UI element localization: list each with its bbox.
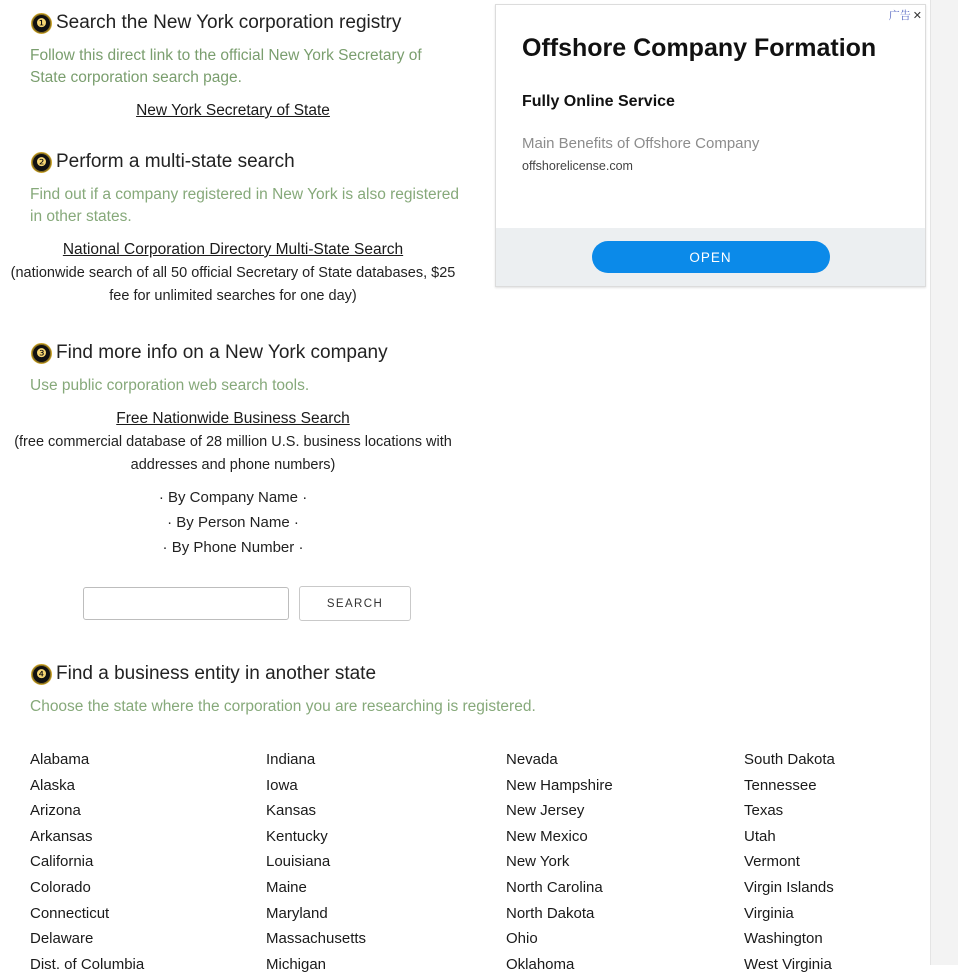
ad-label-text: 广告 [888, 10, 911, 22]
step-3-description: Use public corporation web search tools. [30, 377, 310, 394]
state-item[interactable]: Colorado [30, 878, 91, 896]
step-4 [0, 659, 536, 718]
state-item[interactable]: North Carolina [506, 878, 603, 896]
state-item[interactable]: Maryland [266, 904, 328, 922]
state-item[interactable]: Maine [266, 878, 307, 896]
state-item[interactable]: Nevada [506, 751, 558, 768]
advertisement-panel[interactable] [495, 4, 926, 287]
step-1-header [0, 8, 494, 38]
state-item[interactable]: Connecticut [30, 904, 110, 922]
state-item[interactable]: Alaska [30, 776, 76, 794]
step-3-badge: ❸ [31, 343, 52, 364]
state-item[interactable]: Virginia [744, 904, 794, 922]
ad-open-button[interactable]: OPEN [592, 241, 830, 273]
step-1-title: Search the New York corporation registry [56, 12, 402, 33]
state-list [30, 747, 930, 977]
state-item[interactable]: Alabama [30, 751, 90, 768]
step-3-note: (free commercial database of 28 million U.S. business locations with addresses and phone numbers) [14, 434, 452, 473]
search-option-phone-number[interactable]: · By Phone Number · [162, 539, 304, 556]
step-4-header [0, 659, 494, 689]
state-item[interactable]: Massachusetts [266, 930, 367, 948]
state-item[interactable]: Delaware [30, 930, 94, 948]
search-option-company-name[interactable]: · By Company Name · [158, 489, 308, 506]
state-item[interactable]: Washington [744, 930, 823, 948]
step-1 [0, 8, 494, 120]
state-item[interactable]: Texas [744, 802, 784, 820]
state-item[interactable]: New Jersey [506, 802, 585, 820]
state-item[interactable]: Ohio [506, 930, 538, 948]
step-2-link-row [0, 241, 466, 259]
ad-body [496, 5, 925, 173]
new-york-secretary-of-state-link[interactable]: New York Secretary of State [136, 102, 330, 119]
state-item[interactable]: New Mexico [506, 827, 588, 845]
ad-subtitle: Fully Online Service [522, 93, 675, 110]
state-item[interactable]: Tennessee [744, 776, 817, 794]
step-1-link-row [0, 102, 466, 120]
state-item[interactable]: Kentucky [266, 827, 328, 845]
ad-label-row [889, 7, 922, 23]
state-item[interactable]: Oklahoma [506, 955, 575, 973]
ad-footer [496, 228, 925, 286]
state-item[interactable]: South Dakota [744, 751, 835, 768]
state-item[interactable]: Louisiana [266, 853, 331, 871]
state-item[interactable]: Dist. of Columbia [30, 955, 145, 973]
step-4-description: Choose the state where the corporation you are researching is registered. [30, 698, 536, 715]
state-item[interactable]: Virgin Islands [744, 878, 834, 896]
state-item[interactable]: Utah [744, 827, 776, 845]
step-3 [0, 338, 494, 621]
ad-domain: offshorelicense.com [522, 159, 633, 173]
state-item[interactable]: Indiana [266, 751, 316, 768]
step-2-header [0, 147, 494, 177]
close-icon[interactable]: ✕ [912, 9, 922, 22]
main-content [0, 0, 536, 724]
ad-title: Offshore Company Formation [522, 34, 877, 62]
ad-benefit-text: Main Benefits of Offshore Company [522, 135, 760, 152]
step-2 [0, 147, 494, 308]
state-item[interactable]: New York [506, 853, 570, 871]
step-2-description: Find out if a company registered in New York is also registered in other states. [30, 186, 460, 225]
multi-state-search-link[interactable]: National Corporation Directory Multi-State Search [62, 241, 404, 258]
step-1-description: Follow this direct link to the official New York Secretary of State corporation search page. [30, 47, 422, 86]
state-item[interactable]: New Hampshire [506, 776, 613, 794]
step-2-badge: ❷ [31, 152, 52, 173]
state-item[interactable]: West Virginia [744, 955, 832, 973]
step-2-title: Perform a multi-state search [56, 151, 295, 172]
step-3-link-row [0, 410, 466, 428]
step-3-header [0, 338, 494, 368]
state-item[interactable]: North Dakota [506, 904, 595, 922]
step-4-title: Find a business entity in another state [56, 663, 377, 684]
search-form [83, 586, 494, 621]
step-3-title: Find more info on a New York company [56, 342, 388, 363]
state-item[interactable]: California [30, 853, 94, 871]
state-item[interactable]: Michigan [266, 955, 327, 973]
step-2-note: (nationwide search of all 50 official Secretary of State databases, $25 fee for unlimited searches for one day) [10, 265, 456, 304]
step-4-badge: ❹ [31, 664, 52, 685]
state-item[interactable]: Iowa [266, 776, 298, 794]
search-button[interactable]: SEARCH [299, 586, 411, 621]
state-item[interactable]: Arizona [30, 802, 81, 820]
state-item[interactable]: Vermont [744, 853, 800, 871]
search-option-person-name[interactable]: · By Person Name · [167, 514, 299, 531]
search-input[interactable] [83, 587, 289, 620]
state-item[interactable]: Arkansas [30, 827, 93, 845]
step-1-badge: ❶ [31, 13, 52, 34]
page-right-edge [930, 0, 958, 965]
free-nationwide-business-search-link[interactable]: Free Nationwide Business Search [116, 410, 350, 427]
search-option-list [0, 485, 466, 560]
state-item[interactable]: Kansas [266, 802, 317, 820]
